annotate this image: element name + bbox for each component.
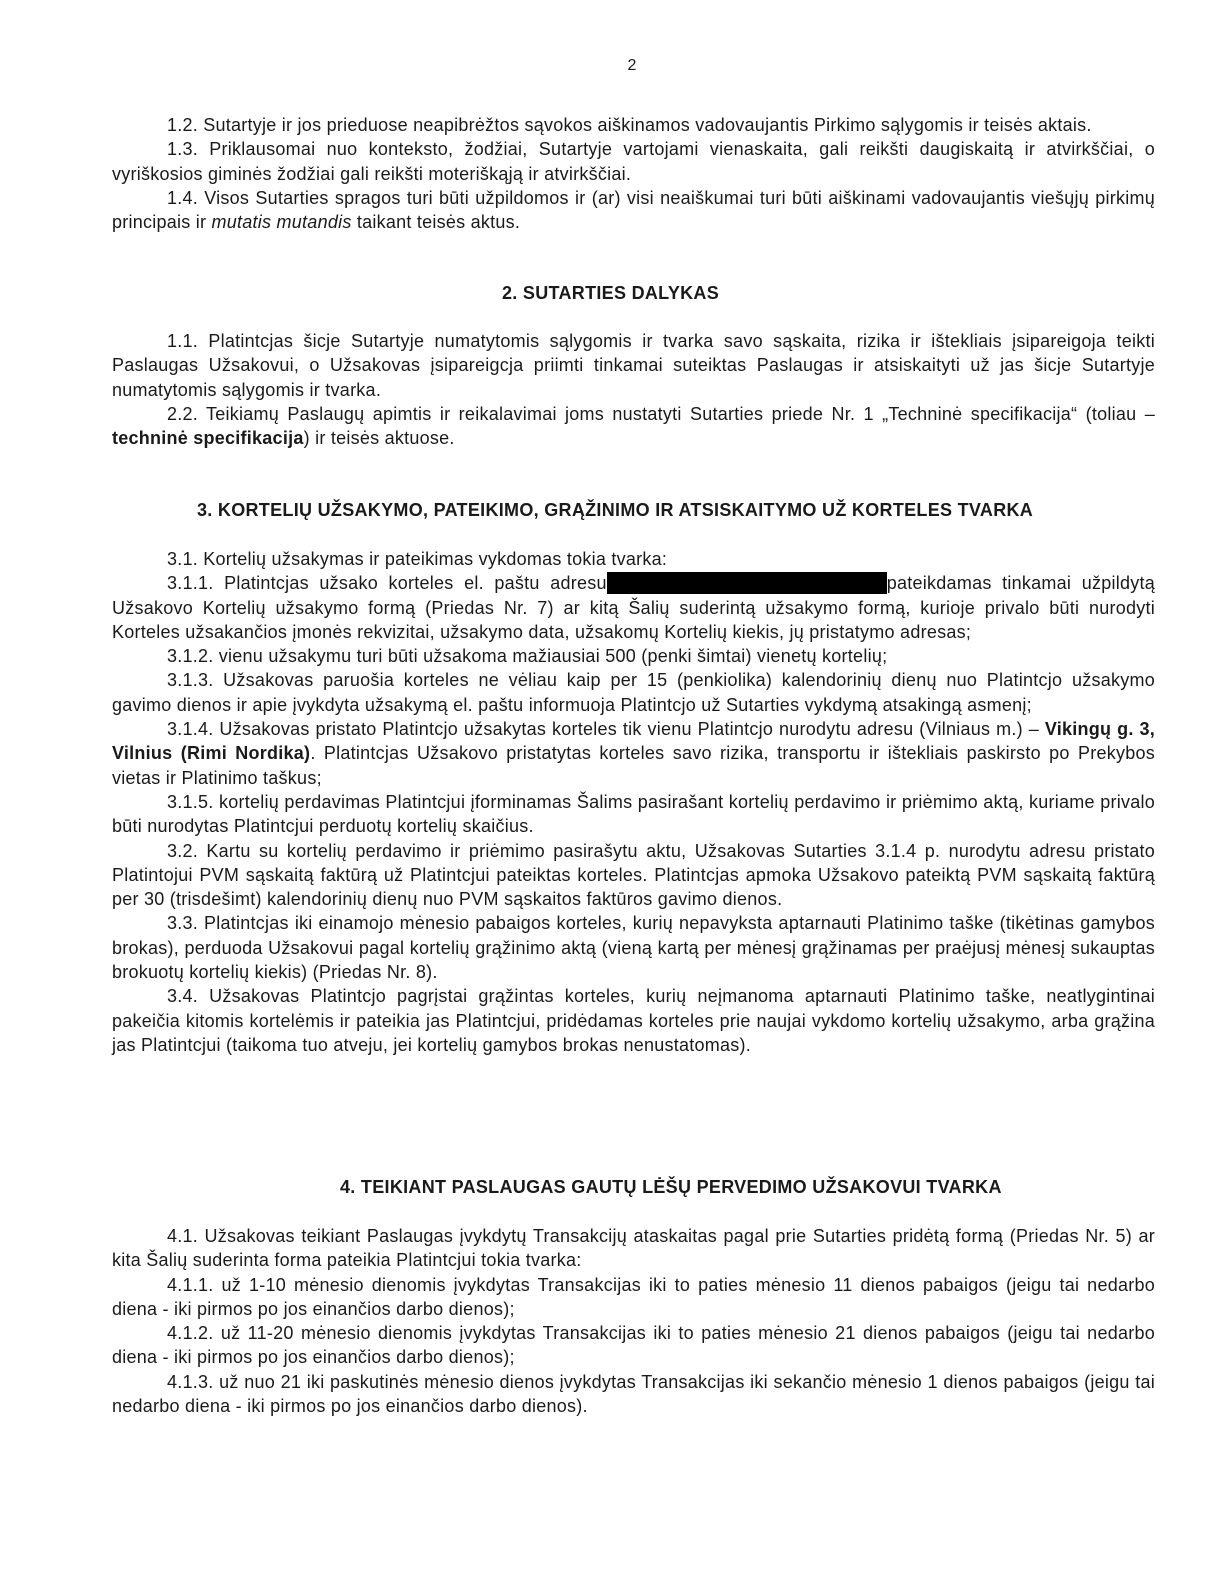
section-3-paragraphs bbox=[112, 547, 1155, 1057]
clause-text: 1.3. Priklausomai nuo konteksto, žodžiai, Sutartyje vartojami vienaskaita, gali reikšti daugiskaitą ir atvirkščiai, o vyriškosios giminės žodžiai gali reikšti moteriškąją ir atvirkščiai. bbox=[112, 139, 1155, 184]
heading-section-2: 2. SUTARTIES DALYKAS bbox=[502, 283, 720, 303]
italic-text: mutatis mutandis bbox=[211, 212, 352, 233]
clause-text: 1.2. Sutartyje ir jos prieduose neapibrėžtos sąvokos aiškinamos vadovaujantis Pirkimo sąlygomis ir teisės aktais. bbox=[167, 115, 1092, 135]
clause-text: 4.1. Užsakovas teikiant Paslaugas įvykdytų Transakcijų ataskaitas pagal prie Sutarties pridėtą formą (Priedas Nr. 5) ar kita Šalių suderinta forma pateikia Platintcjui tokia tvarka: bbox=[112, 1226, 1155, 1271]
heading-section-3: 3. KORTELIŲ UŽSAKYMO, PATEIKIMO, GRĄŽINIMO IR ATSISKAITYMO UŽ KORTELES TVARKA bbox=[197, 500, 1034, 520]
clause-paragraph bbox=[112, 1273, 1155, 1322]
page-number: 2 bbox=[627, 57, 637, 74]
heading-section-4: 4. TEIKIANT PASLAUGAS GAUTŲ LĖŠŲ PERVEDIMO UŽSAKOVUI TVARKA bbox=[340, 1177, 1002, 1197]
clause-text: taikant teisės aktus. bbox=[351, 212, 521, 233]
clause-paragraph bbox=[112, 571, 1155, 644]
clause-text: 4.1.3. už nuo 21 iki paskutinės mėnesio dienos įvykdytas Transakcijas iki sekančio mėnesio 1 dienos pabaigos (jeigu tai nedarbo diena - iki pirmos po jos einančios darbo dienos). bbox=[112, 1371, 1155, 1417]
clause-text: 2.2. Teikiamų Paslaugų apimtis ir reikalavimai joms nustatyti Sutarties priede Nr. 1 „Techninė specifikacija“ (toliau – bbox=[167, 403, 1155, 424]
bold-text: Vikingų g. 3, Vilnius (Rimi Nordika) bbox=[112, 719, 1155, 764]
clause-paragraph bbox=[112, 186, 1155, 235]
clause-paragraph bbox=[112, 668, 1155, 717]
clause-paragraph bbox=[112, 1224, 1155, 1273]
clause-paragraph bbox=[112, 790, 1155, 839]
clause-text: 1.4. Visos Sutarties spragos turi būti užpildomos ir (ar) visi neaiškumai turi būti aiškinami vadovaujantis viešųjų pirkimų principais ir bbox=[112, 187, 1155, 233]
clause-paragraph bbox=[112, 137, 1155, 186]
clause-paragraph bbox=[112, 839, 1155, 912]
clause-text: ) ir teisės aktuose. bbox=[303, 428, 455, 449]
clause-text: 4.1.1. už 1-10 mėnesio dienomis įvykdytas Transakcijas iki to paties mėnesio 11 dienos pabaigos (jeigu tai nedarbo diena - iki pirmos po jos einančios darbo dienos); bbox=[112, 1274, 1155, 1319]
clause-text: 3.1.4. Užsakovas pristato Platintcjo užsakytas korteles tik vienu Platintcjo nurodytu adresu (Vilniaus m.) – bbox=[167, 719, 1045, 740]
section-4-paragraphs bbox=[112, 1224, 1155, 1418]
clause-paragraph bbox=[112, 402, 1155, 451]
clause-paragraph bbox=[112, 717, 1155, 790]
clause-text: 3.3. Platintcjas iki einamojo mėnesio pabaigos korteles, kurių nepavyksta aptarnauti Platinimo taške (tikėtinas gamybos brokas), perduoda Užsakovui pagal kortelių grąžinimo aktą (vieną kartą per mėnesį grąžinamas per praėjusį mėnesį sukauptas brokuotų kortelių kiekis) (Priedas Nr. 8). bbox=[112, 913, 1155, 983]
section-1-paragraphs bbox=[112, 113, 1155, 234]
clause-paragraph bbox=[112, 547, 1155, 571]
clause-text: 3.2. Kartu su kortelių perdavimo ir priėmimo pasirašytu aktu, Užsakovas Sutarties 3.1.4 p. nurodytu adresu pristato Platintojui PVM sąskaitą faktūrą už Platintcjui pateiktas korteles. Platintcjas apmoka Užsakovo pateiktą PVM sąskaitą faktūrą per 30 (trisdešimt) kalendorinių dienų nuo PVM sąskaitos faktūros gavimo dienos. bbox=[112, 840, 1155, 910]
clause-text: 4.1.2. už 11-20 mėnesio dienomis įvykdytas Transakcijas iki to paties mėnesio 21 dienos pabaigos (jeigu tai nedarbo diena - iki pirmos po jos einančios darbo dienos); bbox=[112, 1323, 1155, 1368]
bold-text: techninė specifikacija bbox=[112, 428, 304, 449]
clause-paragraph bbox=[112, 329, 1155, 402]
clause-paragraph bbox=[112, 1321, 1155, 1370]
clause-text: 3.1. Kortelių užsakymas ir pateikimas vykdomas tokia tvarka: bbox=[167, 549, 668, 569]
clause-text: 3.1.5. kortelių perdavimas Platintcjui įforminamas Šalims pasirašant kortelių perdavimo ir priėmimo aktą, kuriame privalo būti nurodytas Platintcjui perduotų kortelių skaičius. bbox=[112, 791, 1155, 837]
redacted-email-block bbox=[607, 572, 887, 594]
clause-paragraph bbox=[112, 1370, 1155, 1419]
clause-text: 1.1. Platintcjas šicje Sutartyje numatytomis sąlygomis ir tvarka savo sąskaita, rizika ir ištekliais įsipareigoja teikti Paslaugas Užsakovui, o Užsakovas įsipareigcja priimti tinkamai suteiktas Paslaugas ir atsiskaityti už jas šicje Sutartyje numatytomis sąlygomis ir tvarka. bbox=[112, 331, 1155, 400]
section-2-paragraphs bbox=[112, 329, 1155, 450]
clause-text: 3.1.3. Užsakovas paruošia korteles ne vėliau kaip per 15 (penkiolika) kalendorinių dienų nuo Platintcjo užsakymo gavimo dienos ir apie įvykdyta užsakymą el. paštu informuoja Platintcjo už Sutarties vykdymą atsakingą asmenį; bbox=[112, 670, 1155, 715]
clause-text: pateikdamas tinkamai užpildytą Užsakovo Kortelių užsakymo formą (Priedas Nr. 7) ar kitą Šalių suderintą užsakymo formą, kurioje privalo būti nurodyti Korteles užsakančios įmonės rekvizitai, užsakymo data, užsakomų Kortelių kiekis, jų pristatymo adresas; bbox=[112, 573, 1155, 642]
clause-paragraph bbox=[112, 113, 1155, 137]
clause-paragraph bbox=[112, 644, 1155, 668]
clause-text: 3.4. Užsakovas Platintcjo pagrįstai grąžintas korteles, kurių neįmanoma aptarnauti Platinimo taške, neatlygintinai pakeičia kitomis kortelėmis ir pateikia jas Platintcjui, pridėdamas korteles prie naujai vykdomo kortelių užsakymo, arba grąžina jas Platintcjui (taikoma tuo atveju, jei kortelių gamybos brokas nenustatomas). bbox=[112, 986, 1155, 1055]
clause-paragraph bbox=[112, 911, 1155, 984]
clause-paragraph bbox=[112, 984, 1155, 1057]
clause-text: 3.1.1. Platintcjas užsako korteles el. paštu adresu bbox=[167, 573, 607, 594]
clause-text: 3.1.2. vienu užsakymu turi būti užsakoma mažiausiai 500 (penki šimtai) vienetų kortelių; bbox=[167, 646, 888, 667]
clause-text: . Platintcjas Užsakovo pristatytas korteles savo rizika, transportu ir ištekliais paskirsto po Prekybos vietas ir Platinimo taškus; bbox=[112, 743, 1156, 788]
